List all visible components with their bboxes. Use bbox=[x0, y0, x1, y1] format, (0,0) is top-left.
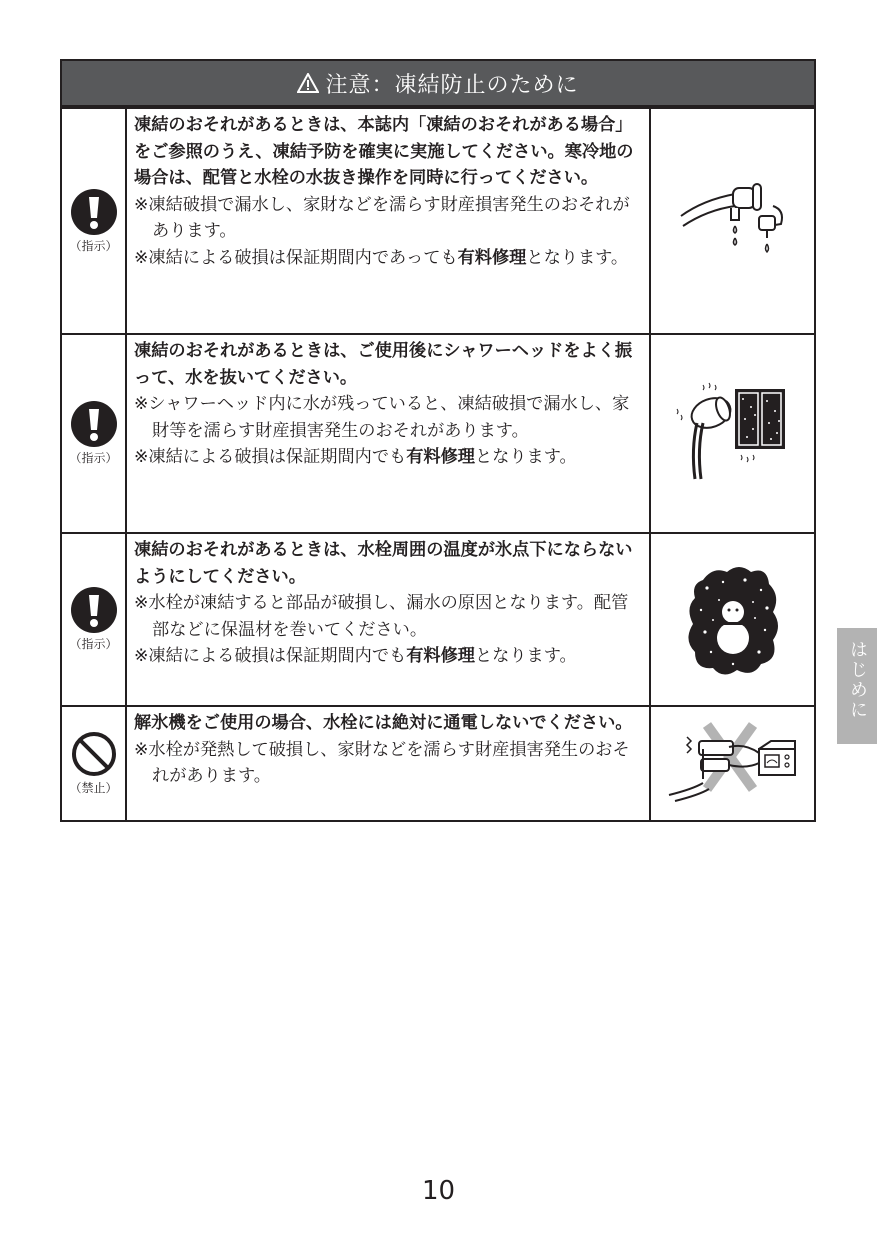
caution-row bbox=[62, 705, 814, 820]
note-text: ※凍結による破損は保証期間内であっても有料修理となります。 bbox=[134, 247, 629, 268]
instruction-icon bbox=[71, 189, 117, 235]
icon-label: （禁止） bbox=[69, 781, 118, 795]
caution-row bbox=[62, 107, 814, 333]
icon-label: （指示） bbox=[69, 451, 118, 465]
instruction-icon bbox=[71, 401, 117, 447]
lead-text: 凍結のおそれがあるときは、水栓周囲の温度が氷点下にならないようにしてください。 bbox=[134, 540, 633, 587]
thawing-machine-prohibited-illustration bbox=[663, 719, 803, 809]
lead-text: 凍結のおそれがあるときは、ご使用後にシャワーヘッドをよく振って、水を抜いてください。 bbox=[134, 341, 633, 388]
note-text: ※水栓が発熱して破損し、家財などを濡らす財産損害発生のおそれがあります。 bbox=[134, 739, 630, 786]
icon-cell bbox=[62, 707, 127, 820]
icon-cell bbox=[62, 109, 127, 333]
text-cell bbox=[127, 707, 651, 820]
note-text: ※凍結による破損は保証期間内でも有料修理となります。 bbox=[134, 447, 577, 467]
caution-row bbox=[62, 532, 814, 705]
note-text: ※水栓が凍結すると部品が破損し、漏水の原因となります。配管部などに保温材を巻いてください。 bbox=[134, 593, 629, 640]
text-cell bbox=[127, 534, 651, 705]
lead-text: 解氷機をご使用の場合、水栓には絶対に通電しないでください。 bbox=[134, 713, 633, 733]
section-tab bbox=[837, 628, 877, 744]
shower-head-window-illustration bbox=[673, 379, 793, 489]
caution-header bbox=[62, 61, 814, 107]
note-text: ※シャワーヘッド内に水が残っていると、凍結破損で漏水し、家財等を濡らす財産損害発生のおそれがあります。 bbox=[134, 394, 630, 441]
illustration-cell bbox=[651, 707, 814, 820]
icon-cell bbox=[62, 534, 127, 705]
instruction-icon bbox=[71, 587, 117, 633]
warning-triangle-icon bbox=[297, 73, 319, 93]
paid-repair-emphasis: 有料修理 bbox=[406, 447, 475, 467]
prohibition-icon bbox=[71, 731, 117, 777]
icon-label: （指示） bbox=[69, 238, 118, 253]
dripping-faucet-illustration bbox=[673, 176, 793, 266]
section-tab-label: はじめに bbox=[847, 640, 868, 720]
illustration-cell bbox=[651, 335, 814, 532]
text-cell bbox=[127, 335, 651, 532]
text-cell bbox=[127, 109, 651, 333]
paid-repair-emphasis: 有料修理 bbox=[457, 247, 527, 268]
note-text: ※凍結による破損は保証期間内でも有料修理となります。 bbox=[134, 646, 577, 666]
page-number: 10 bbox=[421, 1176, 456, 1206]
icon-cell bbox=[62, 335, 127, 532]
note-text: ※凍結破損で漏水し、家財などを濡らす財産損害発生のおそれがあります。 bbox=[134, 194, 630, 241]
paid-repair-emphasis: 有料修理 bbox=[406, 646, 475, 666]
illustration-cell bbox=[651, 109, 814, 333]
lead-text: 凍結のおそれがあるときは、本誌内「凍結のおそれがある場合」をご参照のうえ、凍結予防を確実に実施してください。寒冷地の場合は、配管と水栓の水抜き操作を同時に行ってください。 bbox=[134, 115, 634, 188]
caution-table bbox=[60, 59, 816, 822]
caution-row bbox=[62, 333, 814, 532]
snowman-in-snow-illustration bbox=[683, 560, 783, 680]
illustration-cell bbox=[651, 534, 814, 705]
caution-title: 注意：凍結防止のために bbox=[325, 72, 579, 98]
icon-label: （指示） bbox=[69, 637, 118, 651]
